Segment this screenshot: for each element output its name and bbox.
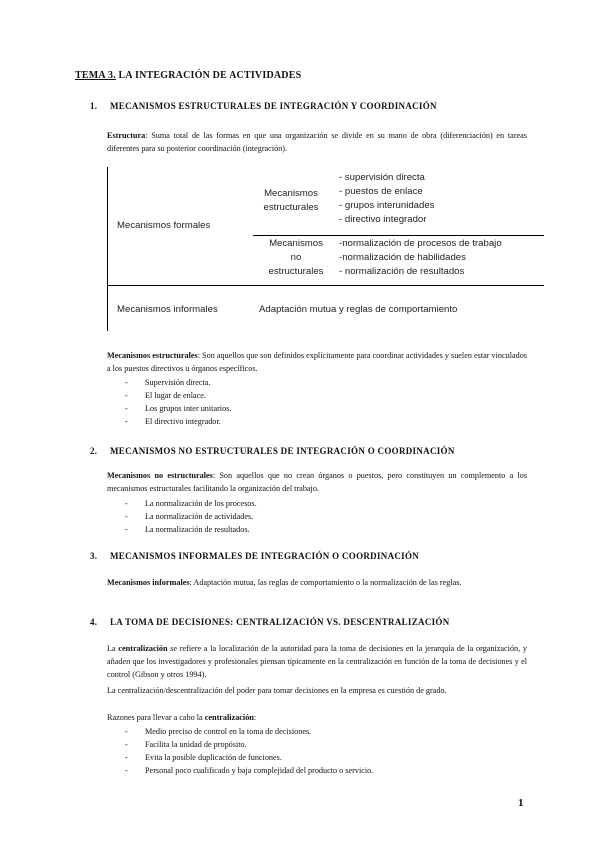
structural-mechanisms-bullets [125, 376, 231, 428]
table-section-divider [107, 285, 544, 286]
table-row-divider [253, 235, 544, 236]
list-item: - La normalización de actividades. [125, 512, 254, 521]
section-2-definition: Mecanismos no estructurales: Son aquellos que no crean órganos o puestos, pero constituyen un complemento a los mecanismos estructurales facilitando la organización del trabajo. [107, 471, 528, 493]
section-3-heading: 3. MECANISMOS INFORMALES DE INTEGRACIÓN O COORDINACIÓN [90, 551, 420, 561]
centralization-paragraph: La centralización se refiere a la localización de la autoridad para la toma de decisiones en la jerarquía de la organización, y añaden que los investigadores y profesionales piensan típicamente en la centralización en función de la toma de decisiones y el control (Gibson y otros 1994). [107, 644, 528, 679]
list-item: - El lugar de enlace. [125, 391, 206, 400]
section-2-bullets [125, 497, 257, 536]
mechanisms-table [107, 167, 544, 331]
structural-mechanisms-label: Mecanismos estructurales [263, 188, 319, 213]
centralization-reasons-intro: Razones para llevar a cabo la centralización: [107, 713, 257, 722]
page-title: TEMA 3. LA INTEGRACIÓN DE ACTIVIDADES [75, 70, 302, 81]
list-item: - Los grupos inter unitarios. [125, 404, 232, 413]
informal-mechanisms-description: Adaptación mutua y reglas de comportamiento [259, 304, 458, 315]
structural-mechanisms-paragraph: Mecanismos estructurales: Son aquellos que son definidos explícitamente para coordinar actividades y suelen estar vinculados a los puestos directivos u órganos específicos. [107, 351, 527, 373]
list-item: - Medio preciso de control en la toma de decisiones. [125, 727, 312, 736]
non-structural-mechanisms-list: -normalización de procesos de trabajo -normalización de habilidades - normalización de resultados [339, 238, 502, 277]
informal-mechanisms-label: Mecanismos informales [117, 304, 218, 315]
table-left-border [107, 167, 108, 331]
structural-mechanisms-list: - supervisión directa - puestos de enlace - grupos interunidades - directivo integrador [339, 172, 435, 225]
section-1-definition: Estructura: Suma total de las formas en que una organización se divide en su mano de obra (diferenciación) en tareas diferentes para su posterior coordinación (integración). [107, 131, 527, 153]
non-structural-mechanisms-label: Mecanismos no estructurales [268, 238, 324, 277]
centralization-degree-paragraph: La centralización/descentralización del poder para tomar decisiones en la empresa es cuestión de grado. [107, 686, 447, 695]
list-item: - La normalización de los procesos. [125, 499, 257, 508]
section-4-heading: 4. LA TOMA DE DECISIONES: CENTRALIZACIÓN VS. DESCENTRALIZACIÓN [90, 617, 450, 627]
list-item: - Facilita la unidad de propósito. [125, 740, 247, 749]
list-item: - Evita la posible duplicación de funciones. [125, 753, 282, 762]
formal-mechanisms-label: Mecanismos formales [117, 220, 211, 231]
list-item: - Supervisión directa. [125, 378, 211, 387]
section-3-definition: Mecanismos informales: Adaptación mutua, las reglas de comportamiento o la normalización de las reglas. [107, 578, 462, 587]
list-item: - La normalización de resultados. [125, 525, 250, 534]
section-2-heading: 2. MECANISMOS NO ESTRUCTURALES DE INTEGRACIÓN O COORDINACIÓN [90, 446, 455, 456]
section-1-heading: 1. MECANISMOS ESTRUCTURALES DE INTEGRACIÓN Y COORDINACIÓN [90, 101, 437, 111]
list-item: - Personal poco cualificado y baja complejidad del producto o servicio. [125, 766, 374, 775]
centralization-reasons-bullets [125, 725, 373, 777]
list-item: - El directivo integrador. [125, 417, 221, 426]
page-number: 1 [518, 797, 524, 809]
